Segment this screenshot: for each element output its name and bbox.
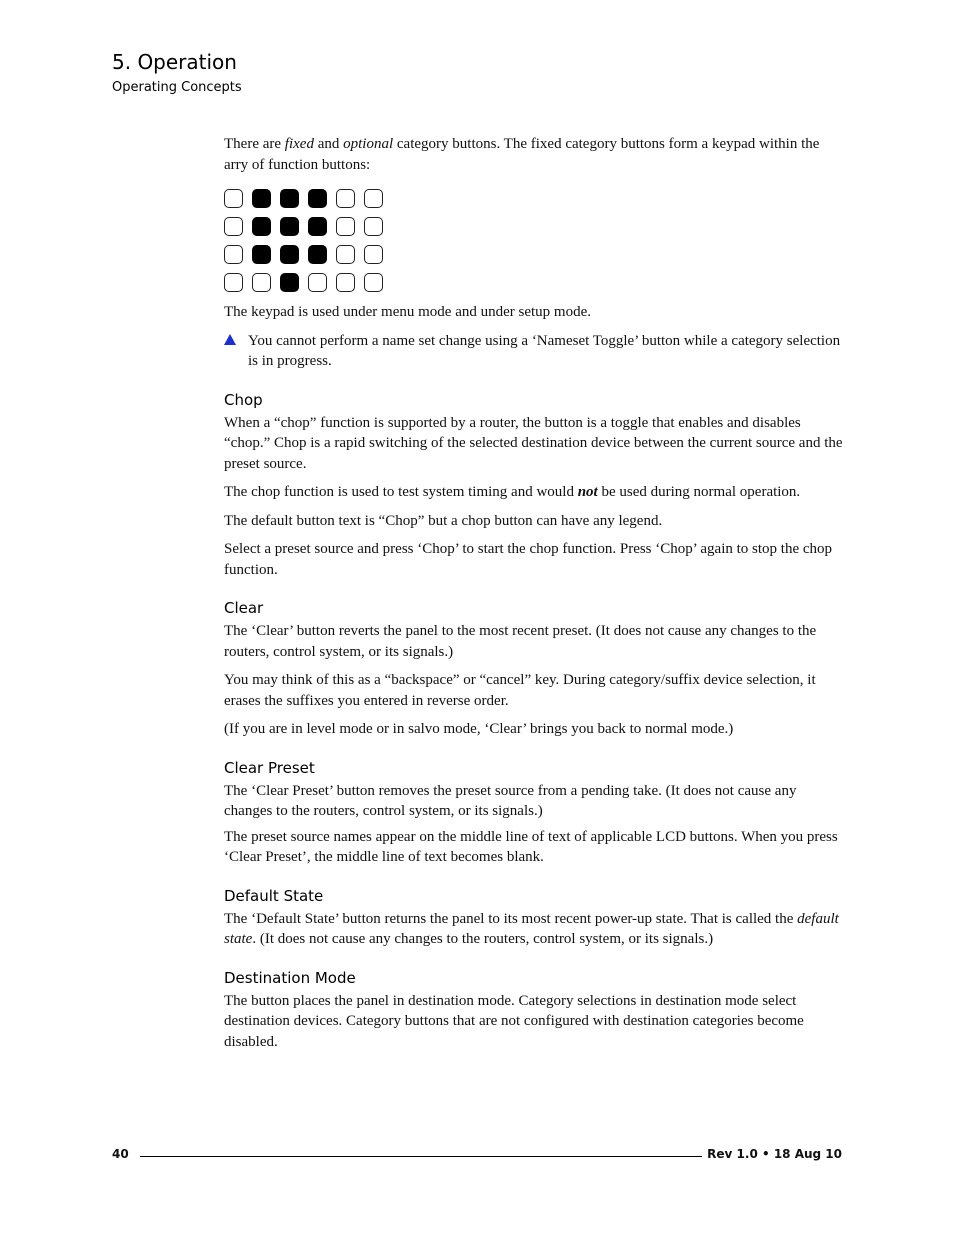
fixed-category-key	[252, 245, 271, 264]
chop-paragraph-4: Select a preset source and press ‘Chop’ to start the chop function. Press ‘Chop’ again to stop the chop function.	[224, 541, 833, 578]
chop-paragraph-2	[224, 482, 844, 503]
destination-mode-heading: Destination Mode	[224, 968, 356, 987]
optional-category-key	[224, 189, 243, 208]
optional-category-key	[224, 217, 243, 236]
fixed-category-key	[280, 189, 299, 208]
chop-text: The chop function is used to test system timing and would	[224, 484, 578, 500]
keypad-diagram	[224, 189, 385, 292]
clear-heading: Clear	[224, 599, 264, 617]
clear-paragraph-2: You may think of this as a “backspace” or “cancel” key. During category/suffix device selection, it erases the suffixes you entered in reverse order.	[224, 672, 816, 709]
fixed-category-key	[280, 217, 299, 236]
not-emphasis: not	[577, 484, 598, 500]
optional-category-key	[224, 245, 243, 264]
keypad-usage-paragraph: The keypad is used under menu mode and under setup mode.	[224, 304, 591, 320]
main-content	[224, 134, 844, 1052]
optional-category-key	[364, 245, 383, 264]
clear-preset-heading: Clear Preset	[224, 758, 315, 777]
fixed-category-key	[308, 189, 327, 208]
note	[224, 331, 844, 372]
default-state-text: The ‘Default State’ button returns the panel to its most recent power-up state. That is called the	[224, 910, 798, 927]
fixed-category-key	[280, 273, 299, 292]
chop-text: be used during normal operation.	[597, 484, 801, 500]
optional-category-key	[336, 217, 355, 236]
fixed-category-key	[252, 189, 271, 208]
optional-category-key	[336, 273, 355, 292]
destination-mode-paragraph: The button places the panel in destination mode. Category selections in destination mode select destination devices. Category buttons that are not configured with destination categories become disabled.	[224, 992, 804, 1050]
optional-term: optional	[343, 136, 394, 152]
fixed-category-key	[280, 245, 299, 264]
clear-preset-paragraph-1: The ‘Clear Preset’ button removes the preset source from a pending take. (It does not cause any changes to the routers, control system, or its signals.)	[224, 782, 797, 819]
fixed-category-key	[252, 217, 271, 236]
fixed-term: fixed	[284, 136, 314, 152]
chapter-title: 5. Operation	[112, 50, 237, 74]
clear-paragraph-1: The ‘Clear’ button reverts the panel to the most recent preset. (It does not cause any changes to the routers, control system, or its signals.)	[224, 623, 817, 660]
intro-text: and	[313, 136, 344, 152]
note-text: You cannot perform a name set change using a ‘Nameset Toggle’ button while a category selection is in progress.	[248, 332, 841, 369]
optional-category-key	[364, 273, 383, 292]
optional-category-key	[364, 217, 383, 236]
fixed-category-key	[308, 245, 327, 264]
intro-paragraph	[224, 134, 844, 175]
fixed-category-key	[308, 217, 327, 236]
intro-text: category buttons. The fixed category buttons form a keypad within the arry of function buttons:	[224, 136, 820, 173]
warning-triangle-icon	[224, 334, 236, 345]
revision-label: Rev 1.0 • 18 Aug 10	[707, 1147, 842, 1161]
chop-paragraph-1: When a “chop” function is supported by a router, the button is a toggle that enables and disables “chop.” Chop is a rapid switching of the selected destination device between the current source and the preset source.	[224, 414, 843, 472]
optional-category-key	[336, 245, 355, 264]
optional-category-key	[308, 273, 327, 292]
footer-divider	[140, 1156, 702, 1157]
chop-heading: Chop	[224, 390, 263, 409]
section-subtitle: Operating Concepts	[112, 80, 242, 95]
default-state-paragraph	[224, 909, 844, 950]
clear-preset-paragraph-2: The preset source names appear on the middle line of text of applicable LCD buttons. When you press ‘Clear Preset’, the middle line of text becomes blank.	[224, 828, 838, 865]
optional-category-key	[336, 189, 355, 208]
optional-category-key	[252, 273, 271, 292]
chop-paragraph-3: The default button text is “Chop” but a chop button can have any legend.	[224, 512, 663, 529]
page-number: 40	[112, 1147, 129, 1161]
default-state-text: . (It does not cause any changes to the routers, control system, or its signals.)	[252, 931, 714, 947]
optional-category-key	[364, 189, 383, 208]
optional-category-key	[224, 273, 243, 292]
intro-text: There are	[224, 136, 285, 152]
clear-paragraph-3: (If you are in level mode or in salvo mode, ‘Clear’ brings you back to normal mode.)	[224, 721, 734, 737]
default-state-heading: Default State	[224, 886, 324, 905]
default-state-term: default state	[224, 910, 839, 947]
